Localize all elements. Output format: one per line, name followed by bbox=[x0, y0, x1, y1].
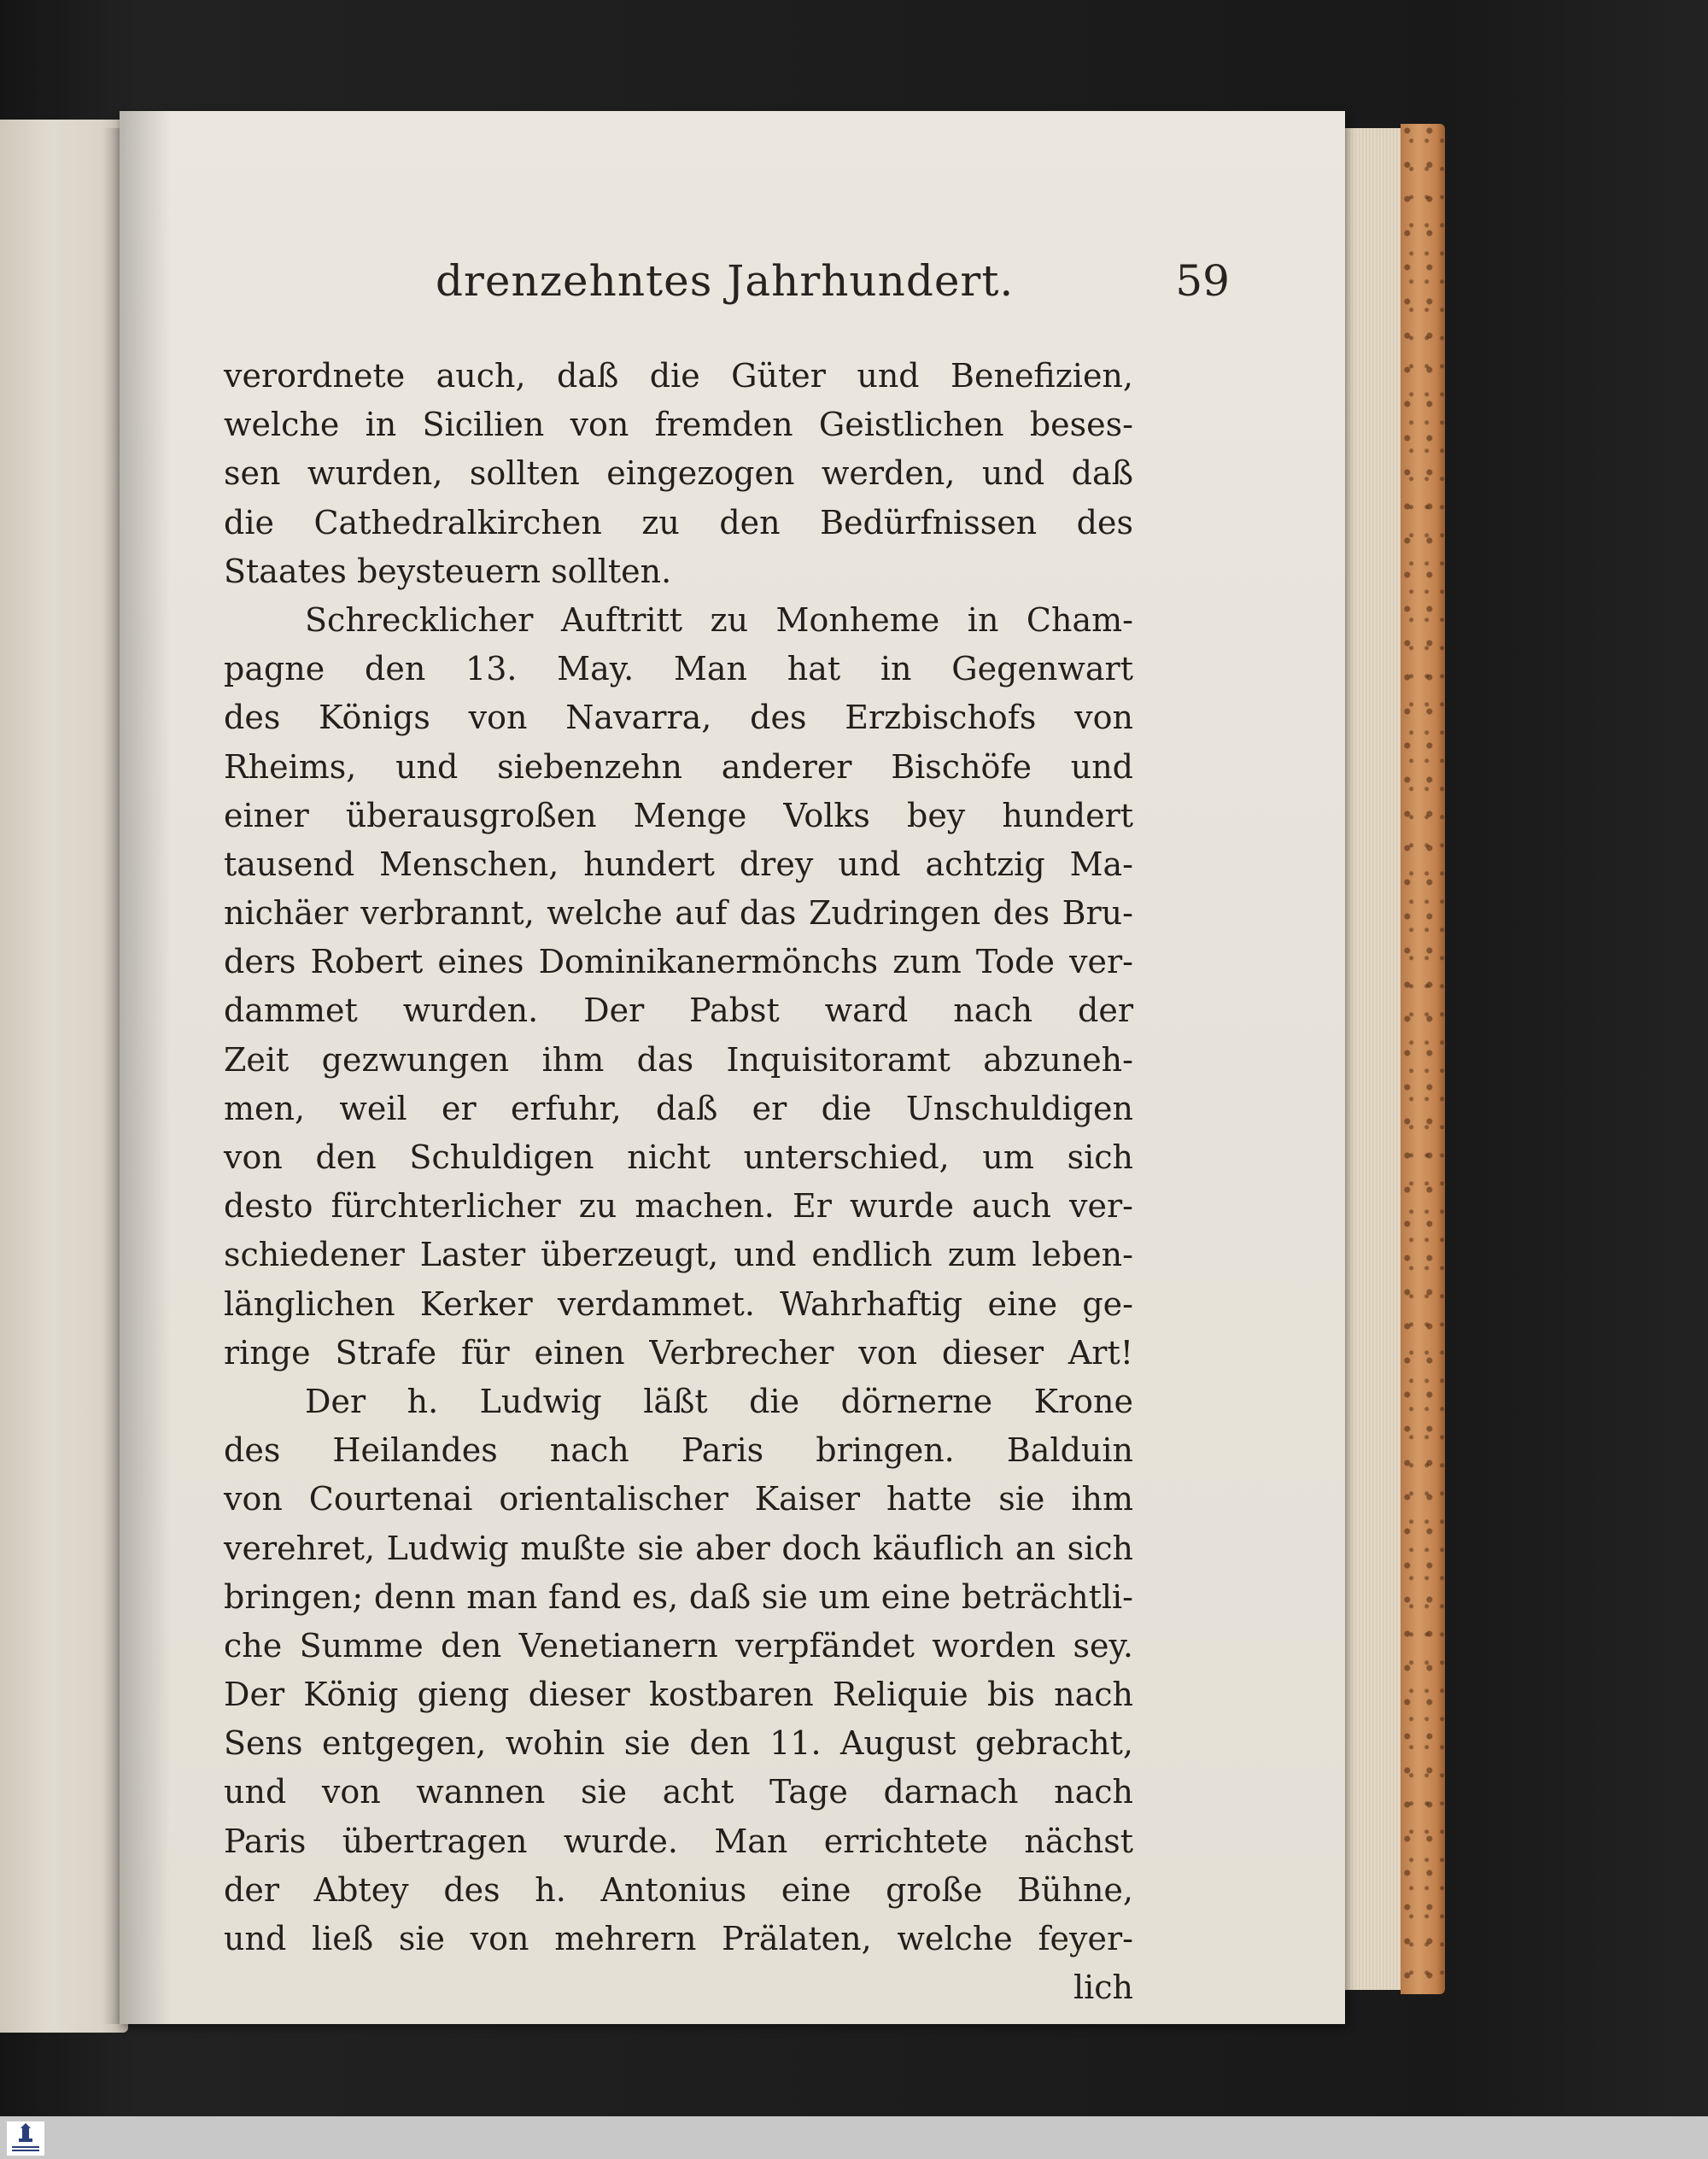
text-line: dammet wurden. Der Pabst ward nach der bbox=[224, 992, 1133, 1030]
text-line: che Summe den Venetianern verpfändet worden sey. bbox=[224, 1626, 1133, 1665]
text-line: Paris übertragen wurde. Man errichtete nächst bbox=[224, 1822, 1133, 1860]
library-logo-icon bbox=[7, 2121, 44, 2156]
text-line: des Königs von Navarra, des Erzbischofs von bbox=[224, 699, 1133, 737]
viewer-footer-bar bbox=[0, 2116, 1708, 2159]
text-line: von den Schuldigen nicht unterschied, um sich bbox=[224, 1138, 1133, 1176]
text-line: einer überausgroßen Menge Volks bey hundert bbox=[224, 796, 1133, 834]
text-line: von Courtenai orientalischer Kaiser hatte sie ihm bbox=[224, 1480, 1133, 1518]
text-line: ders Robert eines Dominikanermönchs zum Tode ver- bbox=[224, 943, 1133, 981]
text-line: der Abtey des h. Antonius eine große Bühne, bbox=[224, 1870, 1133, 1909]
right-page bbox=[120, 111, 1345, 2024]
text-line: nichäer verbrannt, welche auf das Zudringen des Bru- bbox=[224, 894, 1133, 933]
text-line: Zeit gezwungen ihm das Inquisitoramt abzuneh- bbox=[224, 1040, 1133, 1079]
text-line: tausend Menschen, hundert drey und achtzig Ma- bbox=[224, 845, 1133, 883]
text-line: Rheims, und siebenzehn anderer Bischöfe und bbox=[224, 747, 1133, 786]
text-line: Der König gieng dieser kostbaren Reliquie bis nach bbox=[224, 1676, 1133, 1714]
text-line: und ließ sie von mehrern Prälaten, welche feyer- bbox=[224, 1920, 1133, 1957]
text-line: des Heilandes nach Paris bringen. Balduin bbox=[224, 1431, 1133, 1470]
text-line: welche in Sicilien von fremden Geistlichen beses- bbox=[224, 406, 1133, 444]
text-line: ringe Strafe für einen Verbrecher von dieser Art! bbox=[224, 1333, 1133, 1372]
page-number: 59 bbox=[1175, 256, 1230, 306]
paragraph-start-line: Schrecklicher Auftritt zu Monheme in Cham- bbox=[305, 600, 1133, 639]
text-line: schiedener Laster überzeugt, und endlich zum leben- bbox=[224, 1236, 1133, 1274]
text-line: bringen; denn man fand es, daß sie um eine beträchtli- bbox=[224, 1577, 1133, 1616]
page-gutter bbox=[120, 111, 171, 2024]
body-text bbox=[224, 352, 1133, 2012]
catchword: lich bbox=[1073, 1969, 1133, 2007]
text-line: länglichen Kerker verdammet. Wahrhaftig eine ge- bbox=[224, 1284, 1133, 1323]
text-line: men, weil er erfuhr, daß er die Unschuldigen bbox=[224, 1089, 1133, 1127]
text-line: Sens entgegen, wohin sie den 11. August gebracht, bbox=[224, 1724, 1133, 1763]
text-line: pagne den 13. May. Man hat in Gegenwart bbox=[224, 650, 1133, 688]
text-line: die Cathedralkirchen zu den Bedürfnissen des bbox=[224, 503, 1133, 541]
text-line: desto fürchterlicher zu machen. Er wurde auch ver- bbox=[224, 1187, 1133, 1226]
text-line: verordnete auch, daß die Güter und Benefizien, bbox=[224, 357, 1133, 395]
text-line: Staates beysteuern sollten. bbox=[224, 552, 672, 590]
text-line: sen wurden, sollten eingezogen werden, und daß bbox=[224, 454, 1133, 493]
text-line: und von wannen sie acht Tage darnach nach bbox=[224, 1773, 1133, 1811]
text-line: verehret, Ludwig mußte sie aber doch käuflich an sich bbox=[224, 1529, 1133, 1567]
running-head bbox=[436, 256, 1230, 325]
running-title: drenzehntes Jahrhundert. bbox=[436, 256, 1015, 306]
paragraph-start-line: Der h. Ludwig läßt die dörnerne Krone bbox=[305, 1382, 1133, 1420]
book-cover-edge bbox=[1401, 124, 1445, 1994]
